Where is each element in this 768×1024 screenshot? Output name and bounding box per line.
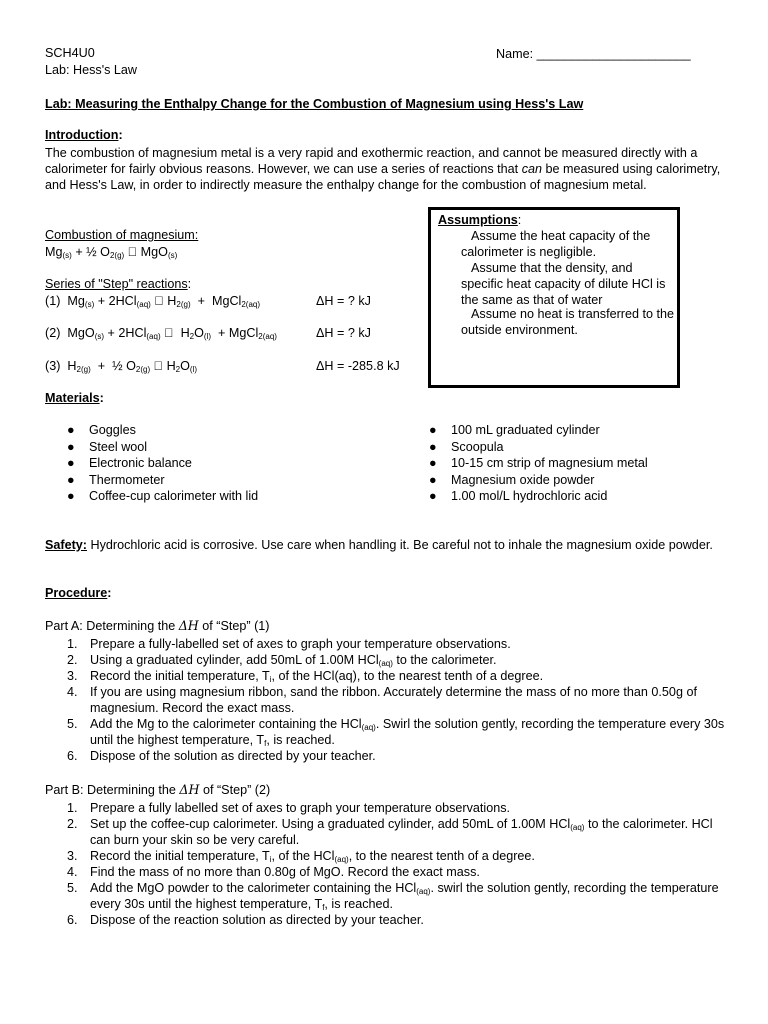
materials-heading: Materials: (45, 391, 104, 405)
list-item: ● 1.00 mol/L hydrochloric acid (429, 489, 608, 504)
list-item: 5. Add the MgO powder to the calorimeter containing the HCl$_{(aq)}$. swirl the solution gently, recording the temperature every 30s until the highest temperature, $T_f$, is reached. (67, 881, 719, 912)
list-item: 5. Add the Mg to the calorimeter containing the HCl$_{(aq)}$. Swirl the solution gently, recording the temperature every 30s until the highest temperature, $T_f$, is reached. (67, 717, 725, 748)
list-item: 3. Record the initial temperature, $T_i$, of the HCl(aq), to the nearest tenth of a degree. (67, 669, 544, 684)
assumptions-content (430, 212, 675, 228)
list-item: ● Electronic balance (67, 456, 192, 471)
list-item: 1. Prepare a fully-labelled set of axes to graph your temperature observations. (67, 637, 511, 651)
list-item: 4. Find the mass of no more than 0.80g of MgO. Record the exact mass. (67, 865, 480, 879)
list-item: ● Magnesium oxide powder (429, 472, 595, 487)
combustion-heading: Combustion of magnesium: (45, 228, 199, 242)
step-1-enthalpy: ΔH = ? kJ (316, 294, 371, 308)
assumption-item: Assume no heat is transferred to the outside environment. (461, 307, 675, 337)
introduction-text: The combustion of magnesium metal is a very rapid and exothermic reaction, and cannot be measured directly with a calorimeter for fairly obvious reasons. However, we can use a series of reactions that can be measured using calorimetry, and Hess's Law, in order to indirectly measure the enthalpy change for the combustion of magnesium metal. (45, 146, 721, 192)
step-reactions-heading: Series of "Step" reactions: (45, 277, 192, 291)
part-b-heading: Part B: Determining the ΔH of “Step” (2) (45, 782, 271, 797)
assumptions-heading: Assumptions: (438, 213, 522, 227)
assumption-item: Assume that the density, and specific heat capacity of dilute HCl is the same as that of water (461, 261, 666, 307)
assumption-item: Assume the heat capacity of the calorimeter is negligible. (461, 229, 651, 259)
introduction-heading: Introduction: (45, 128, 123, 142)
combustion-equation: $Mg_{(s)}$ + ½ $O_{2(g)}$ MgO$_{(s)}$ (45, 245, 165, 260)
lab-subtitle: Lab: Hess's Law (45, 63, 138, 77)
part-b-steps (45, 800, 735, 928)
name-label: Name: (496, 47, 534, 61)
list-item: ● Scoopula (429, 439, 504, 454)
step-3-enthalpy: ΔH = -285.8 kJ (316, 359, 400, 373)
list-item: 6. Dispose of the solution as directed by your teacher. (67, 749, 376, 763)
list-item: 4. If you are using magnesium ribbon, sand the ribbon. Accurately determine the mass of no more than 0.50g of magnesium. Record the exact mass. (67, 685, 697, 715)
name-field[interactable] (496, 46, 691, 62)
course-code: SCH4U0 (45, 46, 95, 60)
list-item: ● Coffee-cup calorimeter with lid (67, 489, 259, 504)
part-a-steps (45, 636, 735, 764)
step-2-enthalpy: ΔH = ? kJ (316, 326, 371, 340)
list-item: ● Goggles (67, 423, 136, 437)
list-item: ● 100 mL graduated cylinder (429, 423, 600, 437)
list-item: 2. Using a graduated cylinder, add 50mL of 1.00M HCl$_{(aq)}$ to the calorimeter. (67, 653, 497, 668)
list-item: ● Thermometer (67, 472, 165, 487)
safety-note: Safety: Hydrochloric acid is corrosive. Use care when handling it. Be careful not to inhale the magnesium oxide powder. (45, 538, 713, 552)
list-item: 3. Record the initial temperature, $T_i$, of the HCl$_{(aq)}$, to the nearest tenth of a degree. (67, 849, 535, 864)
step-1-equation: (1) $Mg_{(s)} + 2HCl_{(aq)}$ $H_{2(g)}$ + MgCl$_{2(aq)}$ (45, 294, 248, 309)
list-item: 2. Set up the coffee-cup calorimeter. Using a graduated cylinder, add 50mL of 1.00M HCl$_{(aq)}$ to the calorimeter. HCl can burn your skin so be very careful. (67, 817, 713, 847)
step-2-equation: (2) MgO$_{(s)}$ + 2HCl$_{(aq)}$ $H_2O_{(l)}$ + MgCl$_{2(aq)}$ (45, 326, 265, 341)
page-title: Lab: Measuring the Enthalpy Change for the Combustion of Magnesium using Hess's Law (45, 97, 584, 111)
materials-list-left (45, 422, 258, 505)
part-a-heading: Part A: Determining the ΔH of “Step” (1) (45, 618, 270, 633)
step-3-equation: (3) $H_{2(g)}$ + ½ $O_{2(g)}$ $H_2O_{(l)}$ (45, 359, 185, 374)
list-item: 6. Dispose of the reaction solution as directed by your teacher. (67, 913, 424, 927)
list-item: ● Steel wool (67, 439, 148, 454)
list-item: ● 10-15 cm strip of magnesium metal (429, 456, 648, 471)
materials-list-right (407, 422, 648, 505)
procedure-heading: Procedure: (45, 586, 112, 600)
name-blank: ______________________ (536, 47, 691, 61)
list-item: 1. Prepare a fully labelled set of axes to graph your temperature observations. (67, 801, 511, 815)
